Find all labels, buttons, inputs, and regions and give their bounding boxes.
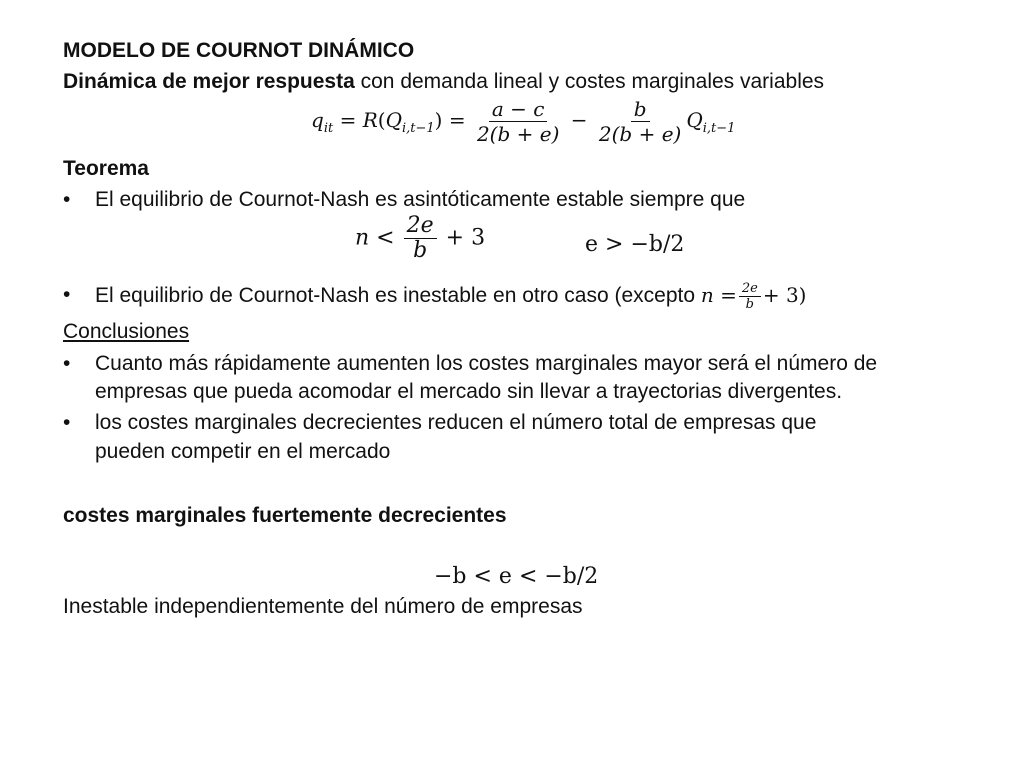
- subtitle-bold: Dinámica de mejor respuesta: [63, 70, 355, 93]
- eq-q-sub: it: [323, 121, 334, 136]
- e-condition: e > −b/2: [585, 232, 685, 257]
- bullet-1-glyph: •: [63, 188, 71, 211]
- exc-fraction: [739, 282, 761, 311]
- conclusion-2-line-1: los costes marginales decrecientes reducen el número total de empresas que: [95, 411, 817, 434]
- strong-decreasing-result: Inestable independientemente del número de empresas: [63, 595, 583, 618]
- subtitle-rest: con demanda lineal y costes marginales variables: [354, 70, 825, 93]
- conclusions-heading: Conclusiones: [63, 320, 190, 343]
- eq-R: R: [362, 108, 378, 132]
- eq-Q: Q: [385, 108, 402, 132]
- best-response-equation: $q_{it} = R(Q_{i,t-1})$ = $\frac{a - c}{2(b + e)}$ − $\frac{b}{2(b + e)}$ $Q_{i,t-1}$: [311, 97, 736, 146]
- cond-num: 2e: [404, 215, 437, 239]
- strong-decreasing-heading: costes marginales fuertemente decrecientes: [63, 504, 507, 527]
- slide-title: MODELO DE COURNOT DINÁMICO: [63, 39, 415, 62]
- frac2-den: 2(b + e): [598, 122, 682, 146]
- stability-condition: [355, 215, 485, 262]
- theorem-bullet-2: [95, 281, 806, 311]
- instability-condition: −b < e < −b/2: [434, 564, 599, 589]
- exc-eq: =: [720, 283, 737, 307]
- exception-math: [700, 281, 807, 312]
- eq-minus: −: [570, 108, 588, 132]
- subtitle: [63, 68, 824, 96]
- eq-Q-sub: i,t−1: [401, 121, 435, 136]
- exc-close: ): [798, 283, 807, 307]
- cond-n: n: [355, 225, 370, 251]
- cond-den: b: [413, 238, 428, 263]
- cond-lt: <: [376, 225, 395, 251]
- frac1-num: a − c: [489, 98, 548, 122]
- exc-num: 2e: [739, 282, 761, 297]
- conclusion-2-line-2: pueden competir en el mercado: [95, 440, 391, 463]
- eq-equals: =: [339, 108, 357, 132]
- frac1-den: 2(b + e): [476, 122, 560, 146]
- eq-Q-2: Q: [686, 108, 703, 132]
- eq-equals-2: =: [448, 108, 466, 132]
- theorem-bullet-1: El equilibrio de Cournot-Nash es asintóticamente estable siempre que: [95, 188, 746, 211]
- eq-q: q: [311, 108, 324, 132]
- bullet-2-glyph: •: [63, 283, 71, 306]
- cond-plus: + 3: [445, 225, 486, 251]
- cond-fraction: [404, 215, 437, 262]
- exc-plus: + 3: [762, 283, 799, 307]
- eq-Q-sub-2: i,t−1: [702, 121, 736, 136]
- conclusion-1-line-1: Cuanto más rápidamente aumenten los costes marginales mayor será el número de: [95, 352, 878, 375]
- theorem-heading: Teorema: [63, 157, 149, 180]
- bullet-2-text: El equilibrio de Cournot-Nash es inestable en otro caso (excepto: [95, 284, 701, 307]
- frac2-num: b: [631, 98, 650, 122]
- bullet-3-glyph: •: [63, 352, 71, 375]
- exc-n: n: [700, 283, 714, 307]
- eq-fraction-2: [596, 98, 684, 145]
- conclusion-1-line-2: empresas que pueda acomodar el mercado sin llevar a trayectorias divergentes.: [95, 380, 843, 403]
- bullet-4-glyph: •: [63, 411, 71, 434]
- exc-den: b: [745, 297, 754, 312]
- eq-fraction-1: [474, 98, 562, 145]
